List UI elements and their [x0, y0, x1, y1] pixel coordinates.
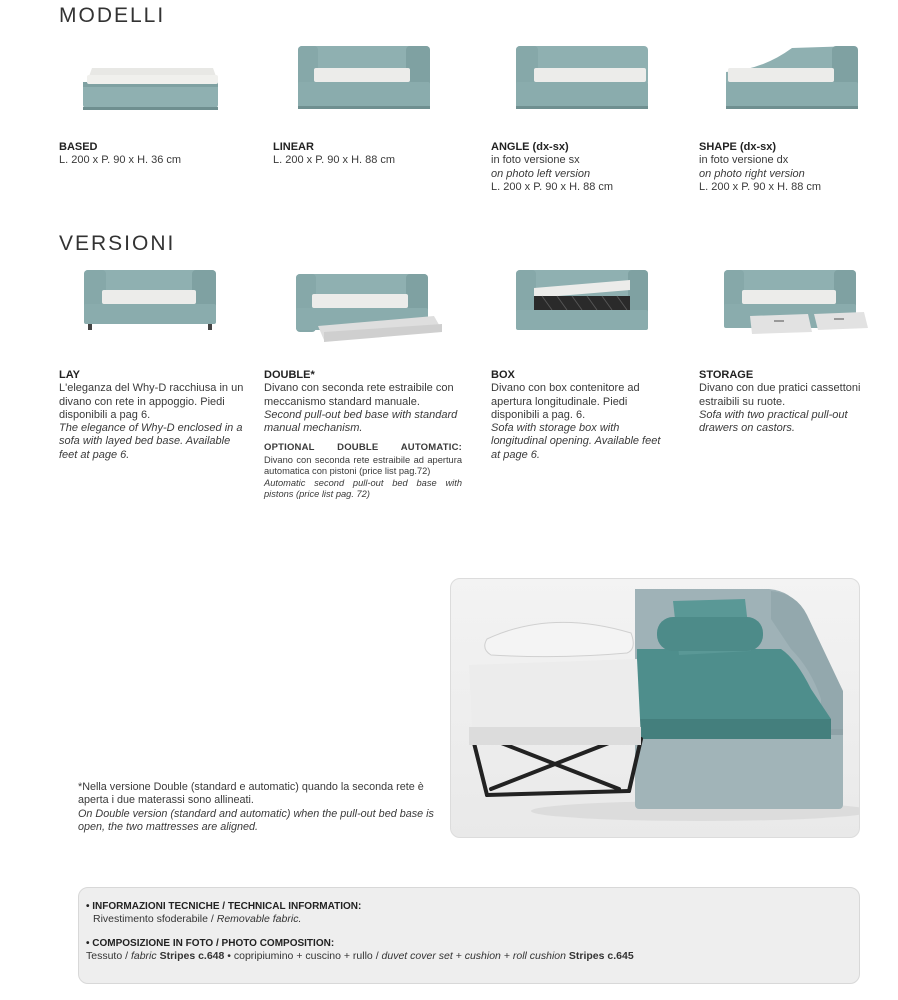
- technical-info-it: Rivestimento sfoderabile /: [93, 913, 217, 925]
- box-sofa-image: [512, 268, 652, 338]
- version-description-it: Divano con due pratici cassettoni estraibili su ruote.: [699, 382, 861, 408]
- composition-duvet-label-en: duvet cover set + cushion + roll cushion: [381, 950, 566, 962]
- version-description-en: Second pull-out bed base with standard manual mechanism.: [264, 408, 458, 435]
- version-description-en: Sofa with storage box with longitudinal opening. Available feet at page 6.: [491, 422, 661, 461]
- composition-fabric-label: Tessuto /: [86, 950, 131, 962]
- model-dimensions: L. 200 x P. 90 x H. 88 cm: [699, 180, 822, 193]
- composition-duvet-code: Stripes c.645: [568, 950, 634, 962]
- model-name: BASED: [59, 141, 98, 153]
- shape-sofa-image: [722, 42, 862, 114]
- model-name: ANGLE (dx-sx): [491, 141, 569, 153]
- technical-information-heading: • INFORMAZIONI TECNICHE / TECHNICAL INFORMATION:: [86, 901, 362, 912]
- section-title-versioni: VERSIONI: [59, 232, 176, 255]
- footnote-en: On Double version (standard and automatic) when the pull-out bed base is open, the two mattresses are aligned.: [78, 807, 434, 833]
- technical-information-text: [86, 913, 849, 926]
- version-lay: [59, 369, 247, 462]
- model-angle: [491, 141, 681, 194]
- version-description-it: Divano con seconda rete estraibile con meccanismo standard manuale.: [264, 382, 454, 408]
- double-footnote: [78, 781, 438, 834]
- version-name: LAY: [59, 369, 80, 381]
- model-linear: [273, 141, 463, 168]
- model-photo-note-en: on photo right version: [699, 167, 805, 180]
- section-title-modelli: MODELLI: [59, 4, 166, 27]
- double-bed-illustration: [451, 579, 859, 837]
- optional-double-automatic-heading: OPTIONAL DOUBLE AUTOMATIC:: [264, 442, 462, 454]
- version-description-en: Sofa with two practical pull-out drawers on castors.: [699, 408, 848, 435]
- double-sofa-image: [294, 270, 446, 345]
- model-shape: [699, 141, 889, 194]
- optional-description-it: Divano con seconda rete estraibile ad apertura automatica con pistoni (price list pag.72): [264, 454, 462, 477]
- version-description-it: Divano con box contenitore ad apertura longitudinale. Piedi disponibili a pag. 6.: [491, 382, 640, 421]
- model-photo-note: in foto versione sx: [491, 154, 580, 167]
- angle-sofa-image: [512, 42, 652, 114]
- model-photo-note: in foto versione dx: [699, 154, 789, 167]
- composition-fabric-code: Stripes c.648: [159, 950, 225, 962]
- based-sofa-image: [78, 60, 223, 115]
- photo-composition-heading: • COMPOSIZIONE IN FOTO / PHOTO COMPOSITION:: [86, 938, 335, 949]
- version-description-en: The elegance of Why-D enclosed in a sofa with layed bed base. Available feet at page 6.: [59, 422, 243, 461]
- composition-duvet-label: • copripiumino + cuscino + rullo /: [224, 950, 382, 962]
- technical-information-box: [78, 887, 860, 984]
- lay-sofa-image: [80, 268, 220, 336]
- version-name: BOX: [491, 369, 515, 381]
- linear-sofa-image: [294, 42, 434, 114]
- footnote-it: *Nella versione Double (standard e automatic) quando la seconda rete è aperta i due materassi sono allineati.: [78, 781, 424, 807]
- technical-info-en: Removable fabric.: [216, 913, 302, 925]
- version-storage: [699, 369, 880, 435]
- version-description-it: L'eleganza del Why-D racchiusa in un divano con rete in appoggio. Piedi disponibili a pag 6.: [59, 382, 244, 421]
- storage-sofa-image: [722, 268, 872, 338]
- version-name: STORAGE: [699, 369, 754, 381]
- model-dimensions: L. 200 x P. 90 x H. 36 cm: [59, 154, 182, 167]
- photo-composition-text: [86, 950, 849, 963]
- model-dimensions: L. 200 x P. 90 x H. 88 cm: [491, 180, 614, 193]
- model-dimensions: L. 200 x P. 90 x H. 88 cm: [273, 154, 396, 167]
- model-based: [59, 141, 249, 168]
- version-box: [491, 369, 666, 462]
- version-double: [264, 369, 462, 500]
- version-name: DOUBLE*: [264, 369, 315, 381]
- model-name: SHAPE (dx-sx): [699, 141, 777, 153]
- model-photo-note-en: on photo left version: [491, 167, 591, 180]
- optional-description-en: Automatic second pull-out bed base with pistons (price list pag. 72): [264, 477, 462, 499]
- double-version-photo: [450, 578, 860, 838]
- model-name: LINEAR: [273, 141, 314, 153]
- composition-fabric-label-en: fabric: [130, 950, 157, 962]
